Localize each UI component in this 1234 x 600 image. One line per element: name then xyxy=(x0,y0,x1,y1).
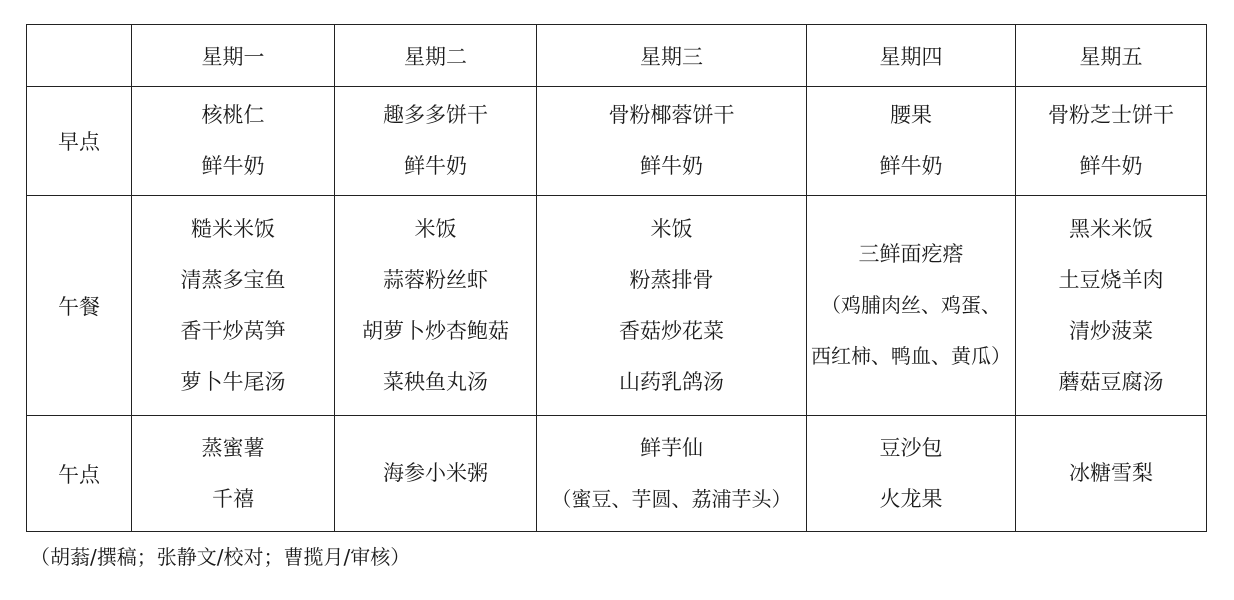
menu-item: 蒸蜜薯 xyxy=(201,435,265,460)
lunch-tuesday-cell xyxy=(335,196,537,416)
menu-item: 香干炒莴笋 xyxy=(180,318,286,343)
menu-item: 菜秧鱼丸汤 xyxy=(383,369,488,394)
corner-cell xyxy=(27,25,132,87)
day-header-tuesday: 星期二 xyxy=(335,25,537,87)
breakfast-thursday-cell xyxy=(807,87,1016,196)
weekly-menu-table xyxy=(26,24,1207,532)
header-row xyxy=(27,25,1207,87)
breakfast-tuesday-cell xyxy=(335,87,537,196)
menu-item: 三鲜面疙瘩 xyxy=(858,242,964,266)
menu-item: 清蒸多宝鱼 xyxy=(180,267,286,292)
day-header-friday: 星期五 xyxy=(1016,25,1207,87)
breakfast-wednesday-cell xyxy=(537,87,807,196)
breakfast-monday-cell xyxy=(132,87,335,196)
afternoon-snack-row xyxy=(27,416,1207,532)
menu-item: 鲜牛奶 xyxy=(201,154,265,178)
lunch-thursday-cell xyxy=(807,196,1016,416)
menu-item: 米饭 xyxy=(650,216,693,241)
menu-item: 糙米米饭 xyxy=(191,216,275,241)
lunch-row xyxy=(27,196,1207,416)
row-label-lunch: 午餐 xyxy=(27,196,132,416)
snack-monday-cell xyxy=(132,416,335,532)
snack-wednesday-cell xyxy=(537,416,807,532)
menu-item: 米饭 xyxy=(414,216,457,241)
snack-tuesday-cell xyxy=(335,416,537,532)
menu-item: （蜜豆、芋圆、荔浦芋头） xyxy=(551,486,792,511)
snack-friday-cell xyxy=(1016,416,1207,532)
menu-item: 蘑菇豆腐汤 xyxy=(1058,369,1164,394)
menu-item: 腰果 xyxy=(890,103,932,127)
lunch-friday-cell xyxy=(1016,196,1207,416)
menu-item: 粉蒸排骨 xyxy=(629,267,714,292)
menu-item: 火龙果 xyxy=(879,486,943,511)
day-header-wednesday: 星期三 xyxy=(537,25,807,87)
menu-item: 黑米米饭 xyxy=(1069,216,1153,241)
menu-item: 海参小米粥 xyxy=(383,461,488,485)
menu-item: 香菇炒花菜 xyxy=(619,318,724,343)
menu-item: 土豆烧羊肉 xyxy=(1058,267,1164,292)
breakfast-friday-cell xyxy=(1016,87,1207,196)
menu-item: 千禧 xyxy=(212,486,254,511)
menu-item: 鲜牛奶 xyxy=(879,154,943,178)
menu-item: 鲜牛奶 xyxy=(1079,154,1143,178)
snack-thursday-cell xyxy=(807,416,1016,532)
menu-item: 核桃仁 xyxy=(201,103,265,127)
menu-item: 鲜牛奶 xyxy=(640,154,703,178)
menu-item: （鸡脯肉丝、鸡蛋、 xyxy=(821,293,1001,317)
menu-item: 清炒菠菜 xyxy=(1069,318,1153,343)
credits-line: （胡蓊/撰稿；张静文/校对；曹揽月/审核） xyxy=(30,545,411,569)
menu-item: 鲜芋仙 xyxy=(640,435,703,460)
menu-item: 豆沙包 xyxy=(879,435,943,460)
menu-item: 趣多多饼干 xyxy=(383,103,488,127)
lunch-wednesday-cell xyxy=(537,196,807,416)
row-label-afternoon-snack: 午点 xyxy=(27,416,132,532)
menu-item: 骨粉椰蓉饼干 xyxy=(608,103,735,127)
breakfast-row xyxy=(27,87,1207,196)
menu-item: 鲜牛奶 xyxy=(404,154,467,178)
day-header-monday: 星期一 xyxy=(132,25,335,87)
row-label-breakfast: 早点 xyxy=(27,87,132,196)
menu-item: 胡萝卜炒杏鲍菇 xyxy=(362,318,509,343)
menu-item: 西红柿、鸭血、黄瓜） xyxy=(811,344,1011,368)
lunch-monday-cell xyxy=(132,196,335,416)
day-header-thursday: 星期四 xyxy=(807,25,1016,87)
menu-item: 蒜蓉粉丝虾 xyxy=(383,267,488,292)
menu-item: 萝卜牛尾汤 xyxy=(180,369,286,394)
menu-item: 骨粉芝士饼干 xyxy=(1048,103,1174,127)
menu-item: 冰糖雪梨 xyxy=(1069,461,1153,485)
menu-item: 山药乳鸽汤 xyxy=(619,369,724,394)
